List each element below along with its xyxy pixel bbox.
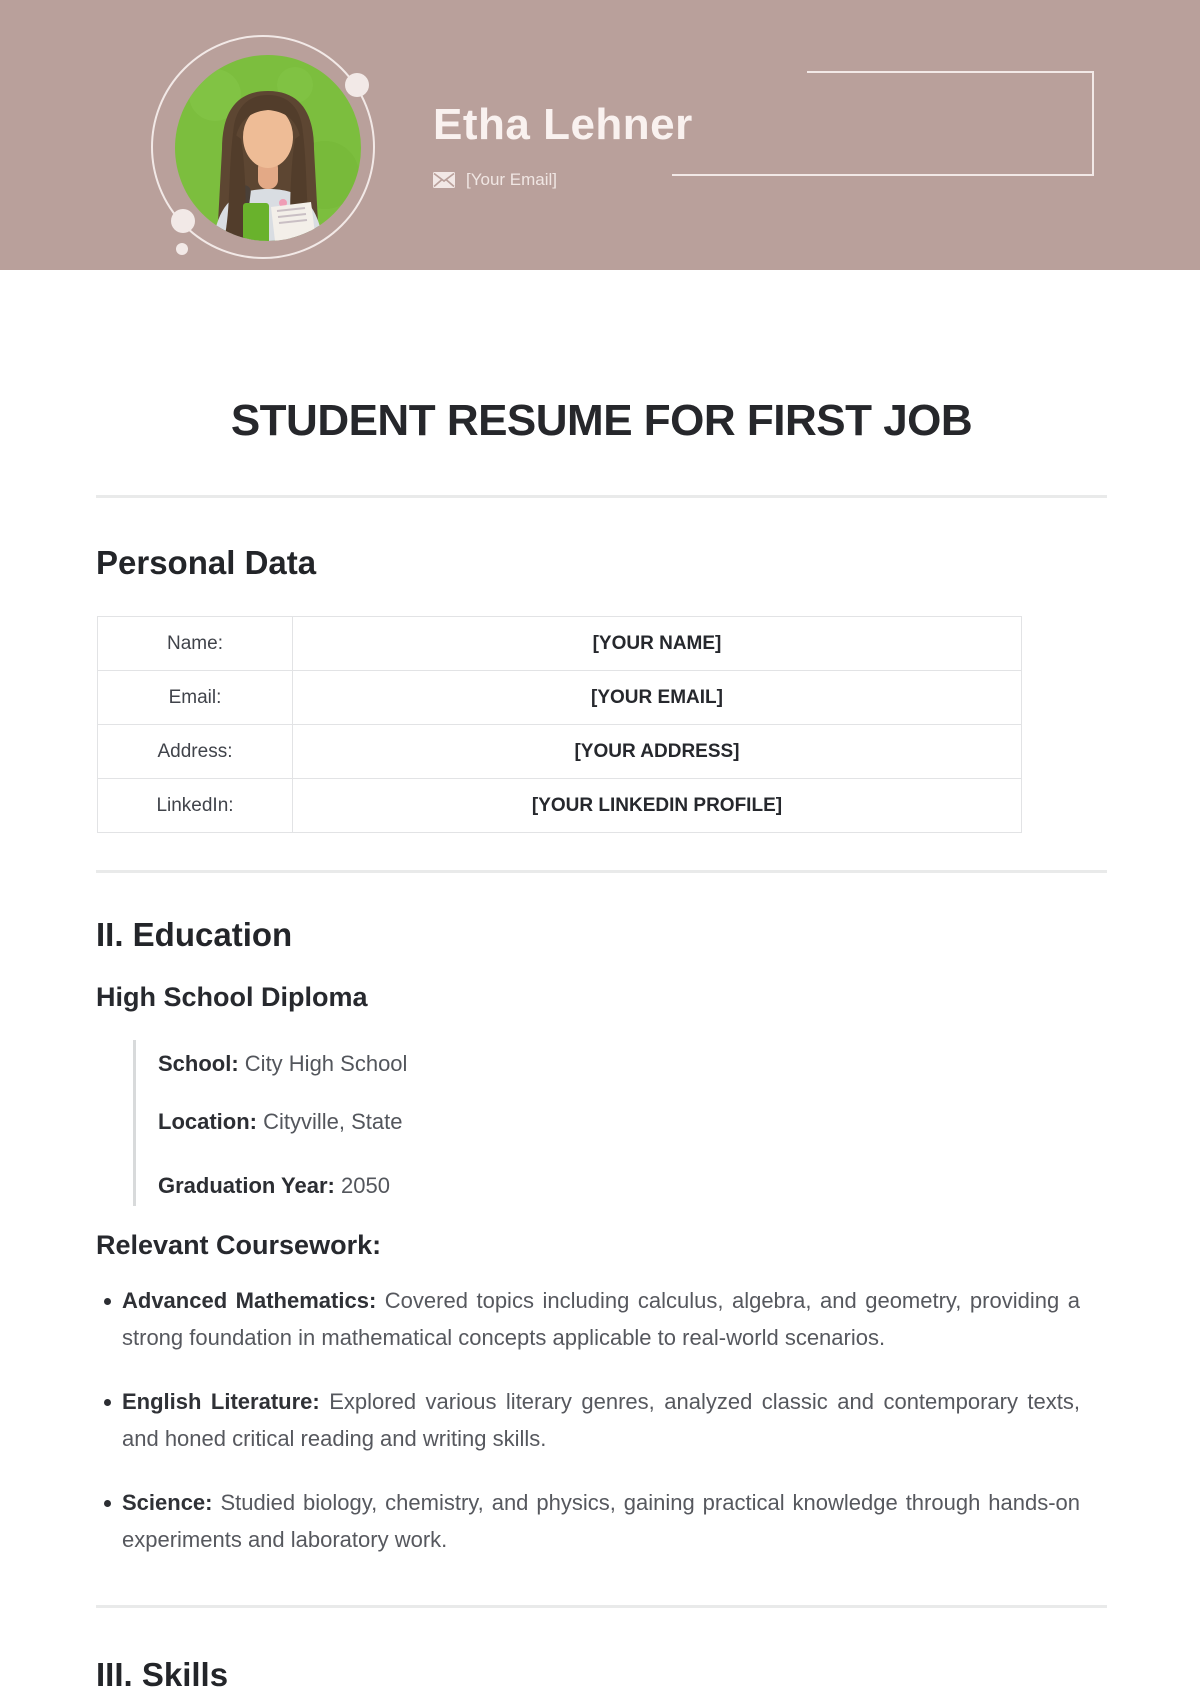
list-item (96, 1384, 1080, 1457)
education-detail (158, 1173, 390, 1199)
row-value: [YOUR ADDRESS] (293, 725, 1022, 779)
course-description: Covered topics including calculus, algebra, and geometry, providing a strong foundation in mathematical concepts applicable to real-world scenarios. (122, 1288, 1080, 1350)
header-banner (0, 0, 1200, 270)
table-row (98, 725, 1022, 779)
education-left-rule (133, 1040, 136, 1206)
personal-data-heading: Personal Data (96, 544, 317, 581)
email-placeholder: [Your Email] (466, 170, 558, 189)
detail-value: Cityville, State (263, 1109, 403, 1134)
table-row (98, 617, 1022, 671)
detail-label: Location: (158, 1109, 257, 1134)
email-row (433, 170, 557, 190)
section-divider (96, 870, 1107, 873)
section-divider (96, 1605, 1107, 1608)
circle-dot-decoration (176, 243, 188, 255)
document-title: STUDENT RESUME FOR FIRST JOB (230, 396, 973, 445)
course-label: English Literature: (122, 1389, 320, 1414)
profile-photo (175, 55, 361, 241)
frame-line-decoration (807, 71, 1094, 73)
course-description: Explored various literary genres, analyzed classic and contemporary texts, and honed critical reading and writing skills. (122, 1389, 1081, 1451)
coursework-list (96, 1283, 1080, 1586)
detail-value: City High School (244, 1051, 408, 1076)
list-item (96, 1283, 1080, 1356)
detail-value: 2050 (341, 1173, 390, 1198)
candidate-name: Etha Lehner (433, 100, 693, 149)
frame-line-decoration (1092, 71, 1094, 176)
list-item (96, 1485, 1080, 1558)
course-description: Studied biology, chemistry, and physics, gaining practical knowledge through hands-on experiments and laboratory work. (122, 1490, 1080, 1552)
envelope-icon (433, 172, 455, 188)
row-value: [YOUR LINKEDIN PROFILE] (293, 779, 1022, 833)
education-detail (158, 1051, 407, 1077)
row-label: Address: (98, 725, 293, 779)
circle-dot-decoration (345, 73, 369, 97)
skills-heading: III. Skills (96, 1656, 229, 1693)
personal-data-table (97, 616, 1022, 833)
degree-subheading: High School Diploma (96, 982, 368, 1012)
bullet-icon (104, 1500, 111, 1507)
circle-dot-decoration (171, 209, 195, 233)
section-divider (96, 495, 1107, 498)
table-row (98, 671, 1022, 725)
student-portrait-illustration (175, 55, 361, 241)
education-detail (158, 1109, 403, 1135)
bullet-icon (104, 1298, 111, 1305)
table-row (98, 779, 1022, 833)
course-label: Advanced Mathematics: (122, 1288, 377, 1313)
coursework-subheading: Relevant Coursework: (96, 1230, 382, 1260)
row-value: [YOUR EMAIL] (293, 671, 1022, 725)
detail-label: School: (158, 1051, 239, 1076)
course-label: Science: (122, 1490, 213, 1515)
detail-label: Graduation Year: (158, 1173, 335, 1198)
row-label: LinkedIn: (98, 779, 293, 833)
frame-line-decoration (672, 174, 1094, 176)
education-heading: II. Education (96, 916, 293, 953)
bullet-icon (104, 1399, 111, 1406)
row-label: Name: (98, 617, 293, 671)
row-value: [YOUR NAME] (293, 617, 1022, 671)
row-label: Email: (98, 671, 293, 725)
